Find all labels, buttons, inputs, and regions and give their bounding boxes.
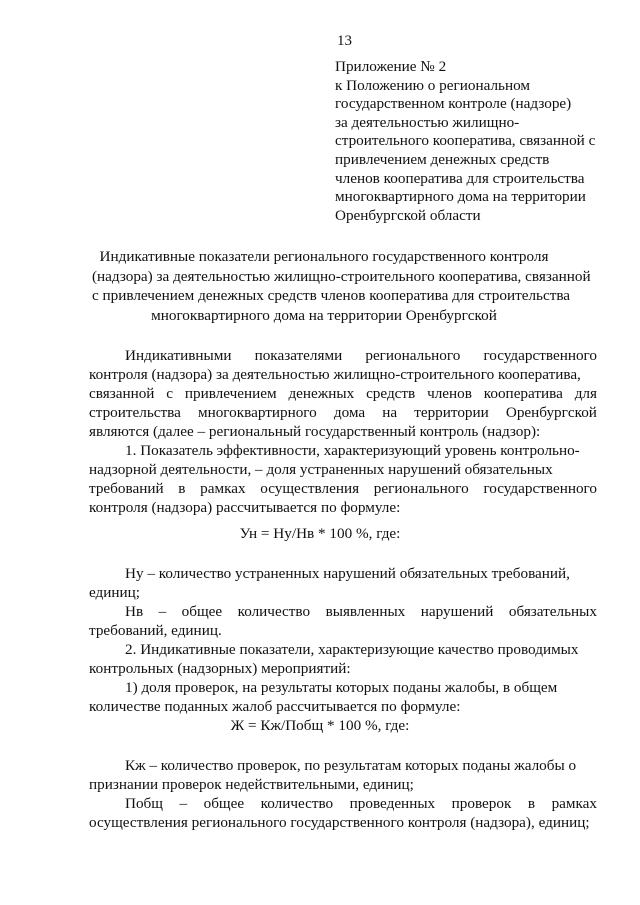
- title-line: многоквартирного дома на территории Оренбургской: [151, 306, 497, 324]
- page-number: 13: [337, 33, 352, 49]
- item-1-paragraph: [89, 442, 597, 518]
- item-2-line-2: контрольных (надзорных) мероприятий:: [89, 659, 351, 677]
- formula-un: Ун = Ну/Нв * 100 %, где:: [239, 525, 401, 542]
- item-1-definitions: [89, 565, 597, 641]
- intro-line-5: являются (далее – региональный государственный контроль (надзор):: [89, 422, 541, 440]
- formula-zh: Ж = Кж/Побщ * 100 %, где:: [230, 717, 410, 734]
- item-1-line-4: контроля (надзора) рассчитывается по формуле:: [89, 498, 401, 516]
- title-line: Индикативные показатели регионального государственного контроля: [99, 248, 549, 265]
- intro-line-2: контроля (надзора) за деятельностью жилищно-строительного кооператива,: [89, 365, 581, 383]
- intro-line-4: строительства многоквартирного дома на территории Оренбургской: [89, 403, 597, 421]
- def-kzh-line-1: Кж – количество проверок, по результатам которых поданы жалобы о: [125, 757, 577, 774]
- item-2-sub1-line-2: количестве поданных жалоб рассчитывается по формуле:: [89, 697, 461, 715]
- appendix-line: привлечением денежных средств: [335, 150, 550, 168]
- appendix-line: государственном контроле (надзоре): [335, 95, 572, 113]
- def-pobsh-line-2: осуществления регионального государственного контроля (надзора), единиц;: [89, 813, 590, 831]
- def-nv-line-1: Нв – общее количество выявленных нарушений обязательных: [125, 602, 597, 620]
- item-2-line-1: 2. Индикативные показатели, характеризующие качество проводимых: [125, 641, 579, 658]
- def-pobsh-line-1: Побщ – общее количество проведенных проверок в рамках: [125, 794, 597, 812]
- appendix-line: Оренбургской области: [335, 206, 481, 224]
- def-nv-line-2: требований, единиц.: [89, 621, 222, 639]
- intro-paragraph: [89, 347, 597, 442]
- appendix-line: Приложение № 2: [335, 58, 447, 75]
- item-1-line-2: надзорной деятельности, – доля устраненных нарушений обязательных: [89, 460, 553, 478]
- def-nu-line-2: единиц;: [89, 583, 140, 601]
- title-line: с привлечением денежных средств членов кооператива для строительства: [92, 287, 571, 304]
- appendix-line: строительного кооператива, связанной с: [335, 132, 596, 150]
- appendix-line: к Положению о региональном: [335, 76, 530, 94]
- intro-line-3: связанной с привлечением денежных средств членов кооператива для: [89, 384, 597, 402]
- appendix-line: членов кооператива для строительства: [335, 169, 585, 187]
- appendix-line: многоквартирного дома на территории: [335, 188, 586, 206]
- title-line: (надзора) за деятельностью жилищно-строительного кооператива, связанной: [92, 267, 591, 285]
- document-title: [92, 247, 591, 325]
- item-2-sub1-line-1: 1) доля проверок, на результаты которых поданы жалобы, в общем: [125, 678, 558, 696]
- appendix-line: за деятельностью жилищно-: [335, 113, 520, 131]
- intro-line-1: Индикативными показателями регионального государственного: [125, 347, 597, 364]
- appendix-header: [335, 58, 595, 225]
- def-nu-line-1: Ну – количество устраненных нарушений обязательных требований,: [125, 565, 570, 582]
- item-2-paragraph: [89, 641, 597, 717]
- item-2-definitions: [89, 757, 597, 833]
- item-1-line-3: требований в рамках осуществления регионального государственного: [89, 479, 597, 497]
- item-1-line-1: 1. Показатель эффективности, характеризующий уровень контрольно-: [125, 442, 580, 459]
- def-kzh-line-2: признании проверок недействительными, единиц;: [89, 775, 414, 793]
